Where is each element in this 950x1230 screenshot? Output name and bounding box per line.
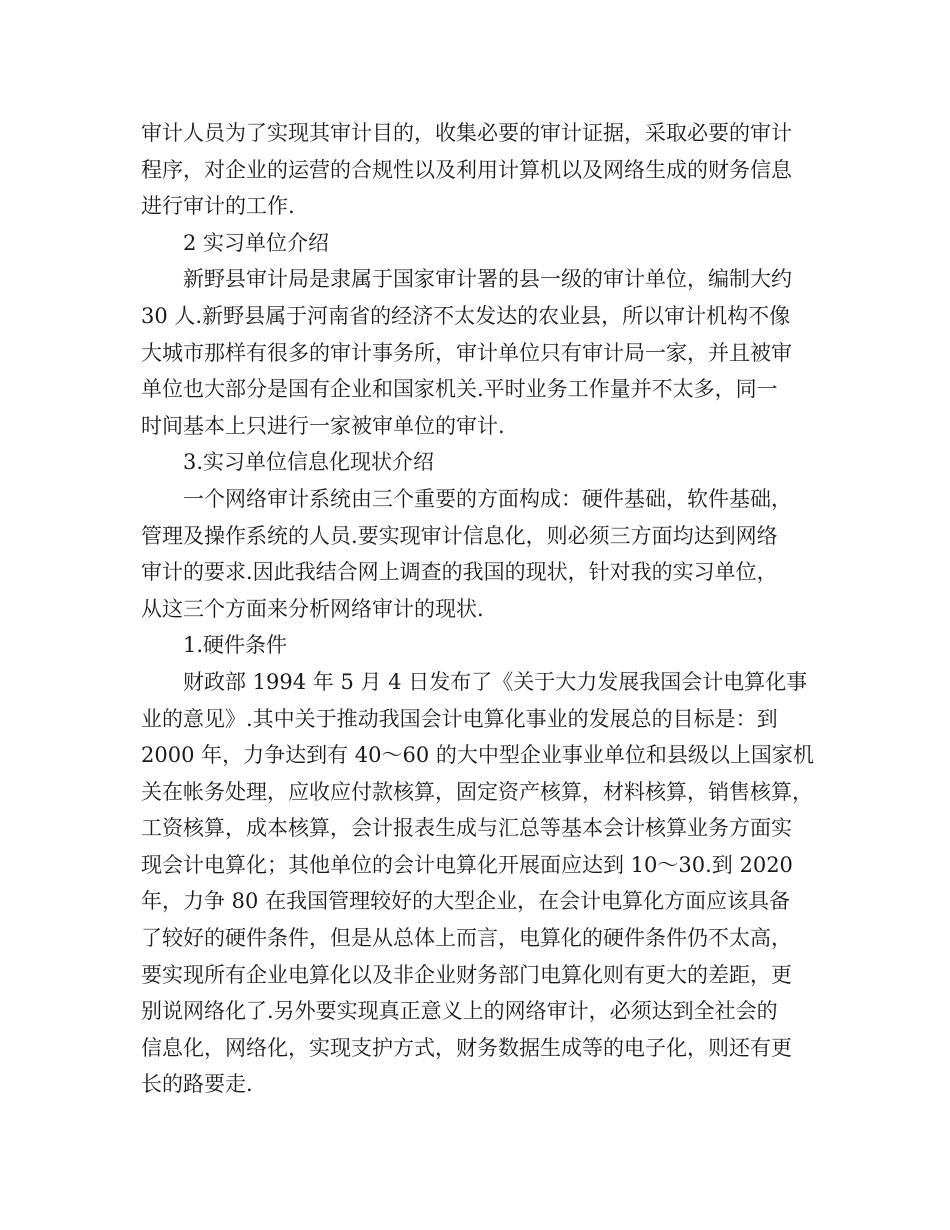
text-line: 长的路要走. [141,1072,253,1097]
text-line: 新野县审计局是隶属于国家审计署的县一级的审计单位，编制大约 [183,267,792,292]
text-line: 审计人员为了实现其审计目的，收集必要的审计证据，采取必要的审计 [141,121,792,145]
text-line: 审计的要求.因此我结合网上调查的我国的现状，针对我的实习单位， [141,560,778,585]
text-line: 信息化，网络化，实现支护方式，财务数据生成等的电子化，则还有更 [141,1035,792,1060]
text-line: 现会计电算化；其他单位的会计电算化开展面应达到 10～30.到 2020 [141,852,793,877]
text-line: 2000 年，力争达到有 40～60 的大中型企业事业单位和县级以上国家机 [141,743,814,768]
text-line: 管理及操作系统的人员.要实现审计信息化，则必须三方面均达到网络 [141,523,778,548]
text-line: 大城市那样有很多的审计事务所，审计单位只有审计局一家，并且被审 [141,340,792,365]
text-line: 一个网络审计系统由三个重要的方面构成：硬件基础，软件基础， [183,486,792,511]
text-line: 进行审计的工作. [141,194,295,219]
text-line: 财政部 1994 年 5 月 4 日发布了《关于大力发展我国会计电算化事 [183,669,808,694]
text-line: 别说网络化了.另外要实现真正意义上的网络审计，必须达到全社会的 [141,999,778,1024]
text-line: 关在帐务处理，应收应付款核算，固定资产核算，材料核算，销售核算， [141,779,813,804]
text-line: 30 人.新野县属于河南省的经济不太发达的农业县，所以审计机构不像 [141,303,791,328]
text-line: 年，力争 80 在我国管理较好的大型企业，在会计电算化方面应该具备 [141,889,791,914]
text-line: 业的意见》.其中关于推动我国会计电算化事业的发展总的目标是：到 [141,706,778,731]
document-body [141,115,821,1103]
text-line: 单位也大部分是国有企业和国家机关.平时业务工作量并不太多，同一 [141,377,778,402]
text-line: 时间基本上只进行一家被审单位的审计. [141,413,505,438]
section-heading: 2 实习单位介绍 [183,230,330,255]
text-line: 从这三个方面来分析网络审计的现状. [141,596,484,621]
text-line: 要实现所有企业电算化以及非企业财务部门电算化则有更大的差距，更 [141,962,792,987]
section-heading: 3.实习单位信息化现状介绍 [183,450,435,475]
text-line: 程序，对企业的运营的合规性以及利用计算机以及网络生成的财务信息 [141,157,792,182]
text-line: 工资核算，成本核算，会计报表生成与汇总等基本会计核算业务方面实 [141,816,792,841]
section-heading: 1.硬件条件 [183,633,288,658]
text-line: 了较好的硬件条件，但是从总体上而言，电算化的硬件条件仍不太高， [141,926,792,951]
